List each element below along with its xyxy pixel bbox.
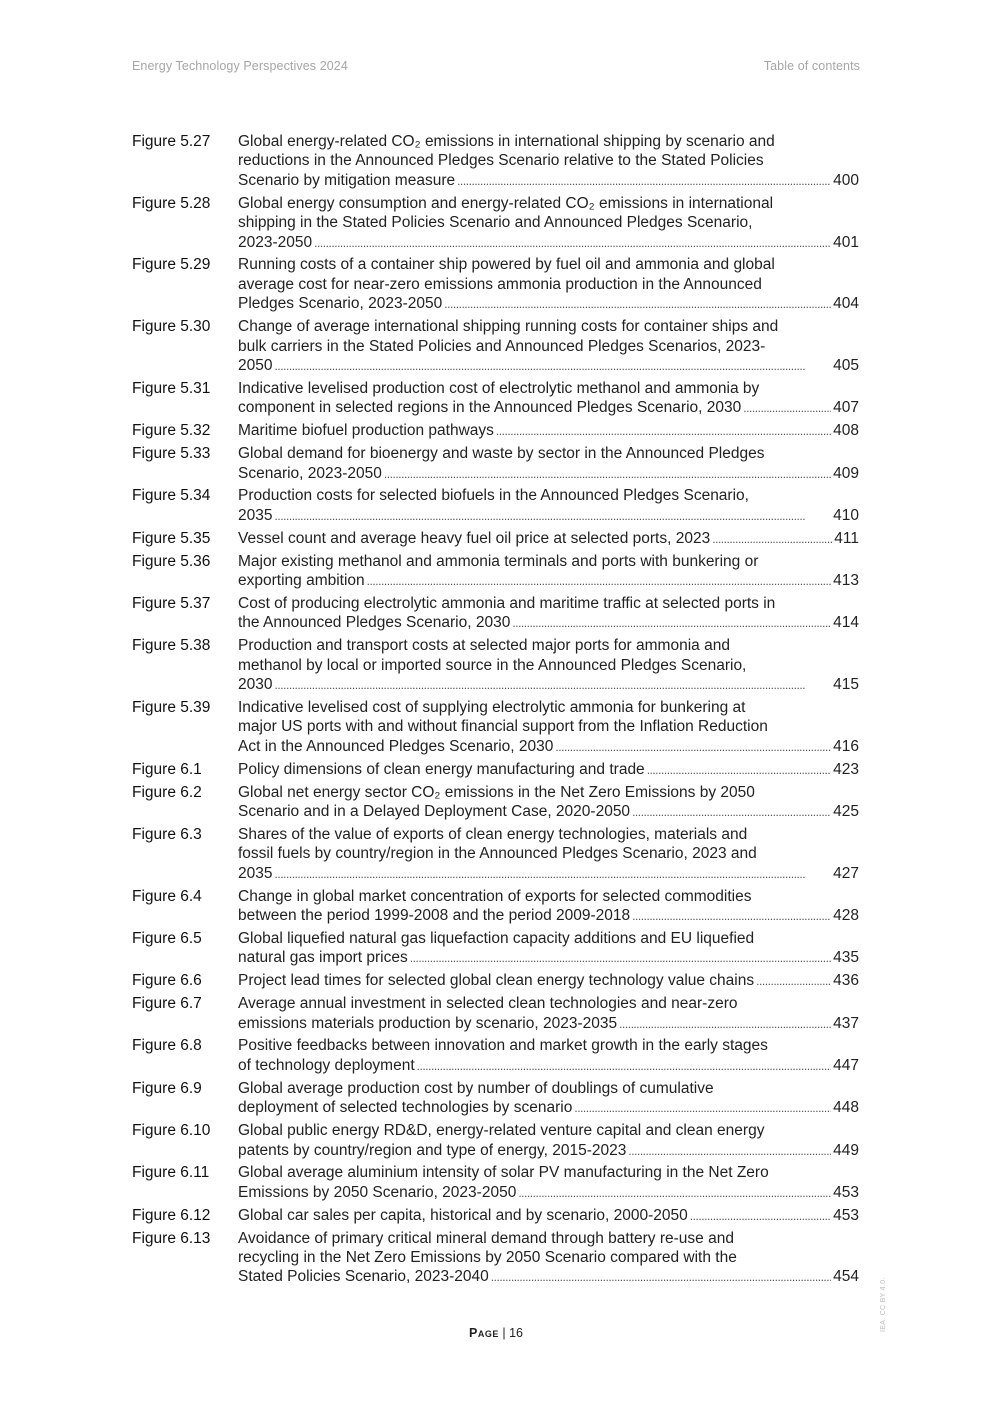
caption-line: methanol by local or imported source in the Announced Pledges Scenario, (238, 656, 747, 674)
figure-caption (238, 379, 859, 419)
figure-number: Figure 5.28 (132, 194, 211, 212)
caption-line: Avoidance of primary critical mineral demand through battery re-use and (238, 1229, 734, 1247)
dot-leader (384, 464, 831, 484)
figure-caption (238, 1206, 859, 1226)
page-separator: | (498, 1326, 510, 1340)
figure-caption (238, 760, 859, 780)
page-reference[interactable]: 423 (833, 760, 859, 778)
figure-number: Figure 6.6 (132, 972, 202, 990)
caption-line: Global energy consumption and energy-related CO₂ emissions in international (238, 194, 774, 212)
dot-leader (574, 1098, 831, 1118)
caption-line: Change of average international shipping running costs for container ships and (238, 318, 779, 336)
dot-leader (367, 571, 831, 591)
figure-number: Figure 5.34 (132, 487, 211, 505)
page-reference[interactable]: 447 (833, 1056, 859, 1074)
figure-number: Figure 6.5 (132, 929, 202, 947)
caption-line: deployment of selected technologies by scenario (238, 1099, 573, 1117)
caption-line: average cost for near-zero emissions ammonia production in the Announced (238, 275, 762, 293)
figure-caption (238, 783, 859, 823)
toc-entry[interactable] (132, 929, 859, 969)
toc-entry[interactable] (132, 1036, 859, 1076)
figure-caption (238, 825, 859, 884)
dot-leader (632, 802, 831, 822)
figure-caption (238, 698, 859, 757)
toc-entry[interactable] (132, 783, 859, 823)
page-reference[interactable]: 453 (833, 1206, 859, 1224)
figure-number: Figure 6.11 (132, 1164, 210, 1182)
figure-number: Figure 5.33 (132, 445, 211, 463)
caption-line: Emissions by 2050 Scenario, 2023-2050 (238, 1183, 517, 1201)
page-reference[interactable]: 401 (833, 233, 859, 251)
figure-caption (238, 929, 859, 969)
dot-leader (690, 1206, 831, 1226)
page-reference[interactable]: 428 (833, 907, 859, 925)
document-title: Energy Technology Perspectives 2024 (132, 59, 348, 73)
toc-entry[interactable] (132, 379, 859, 419)
caption-line: 2035 (238, 864, 273, 882)
toc-entry[interactable] (132, 887, 859, 927)
figure-number: Figure 5.30 (132, 318, 211, 336)
figure-number: Figure 6.9 (132, 1079, 202, 1097)
figure-number: Figure 5.27 (132, 133, 211, 150)
page-number: 16 (509, 1326, 523, 1340)
figure-caption (238, 421, 859, 441)
page-reference[interactable]: 405 (833, 356, 859, 374)
figure-caption (238, 132, 859, 191)
figure-number: Figure 6.4 (132, 887, 202, 905)
caption-line: component in selected regions in the Announced Pledges Scenario, 2030 (238, 399, 742, 417)
caption-line: between the period 1999-2008 and the period 2009-2018 (238, 907, 631, 925)
caption-line: Global car sales per capita, historical and by scenario, 2000-2050 (238, 1206, 688, 1224)
figure-caption (238, 317, 859, 376)
toc-entry[interactable] (132, 194, 859, 253)
dot-leader (647, 760, 831, 780)
toc-entry[interactable] (132, 1229, 859, 1288)
caption-line: Global liquefied natural gas liquefaction capacity additions and EU liquefied (238, 929, 755, 947)
dot-leader (743, 398, 831, 418)
toc-entry[interactable] (132, 971, 859, 991)
figure-caption (238, 887, 859, 927)
toc-entry[interactable] (132, 1079, 859, 1119)
toc-entry[interactable] (132, 1163, 859, 1203)
figure-caption (238, 1121, 859, 1161)
caption-line: Global energy-related CO₂ emissions in international shipping by scenario and (238, 133, 775, 150)
page-reference[interactable]: 414 (833, 614, 859, 632)
caption-line: 2050 (238, 356, 273, 374)
caption-line: Running costs of a container ship powered by fuel oil and ammonia and global (238, 256, 775, 274)
dot-leader (274, 506, 831, 526)
page-reference[interactable]: 409 (833, 464, 859, 482)
caption-line: natural gas import prices (238, 949, 408, 967)
caption-line: 2035 (238, 506, 273, 524)
page-label: Page (469, 1326, 499, 1340)
caption-line: recycling in the Net Zero Emissions by 2050 Scenario compared with the (238, 1249, 737, 1267)
page-reference[interactable]: 415 (833, 676, 859, 694)
toc-entry[interactable] (132, 317, 859, 376)
dot-leader (274, 675, 831, 695)
dot-leader (512, 613, 831, 633)
figure-caption (238, 486, 859, 526)
toc-entry[interactable] (132, 132, 859, 191)
toc-entry[interactable] (132, 552, 859, 592)
toc-entry[interactable] (132, 760, 859, 780)
toc-entry[interactable] (132, 1206, 859, 1226)
caption-line: reductions in the Announced Pledges Scenario relative to the Stated Policies (238, 152, 764, 170)
caption-line: Global public energy RD&D, energy-related venture capital and clean energy (238, 1122, 765, 1140)
page-reference[interactable]: 416 (833, 737, 859, 755)
toc-entry[interactable] (132, 994, 859, 1034)
caption-line: Shares of the value of exports of clean energy technologies, materials and (238, 825, 748, 843)
figure-caption (238, 1079, 859, 1119)
caption-line: bulk carriers in the Stated Policies and Announced Pledges Scenarios, 2023- (238, 337, 766, 355)
toc-entry[interactable] (132, 698, 859, 757)
toc-entry[interactable] (132, 421, 859, 441)
figure-number: Figure 6.12 (132, 1206, 211, 1224)
page-reference[interactable]: 448 (833, 1099, 859, 1117)
page-reference[interactable]: 410 (833, 506, 859, 524)
caption-line: Average annual investment in selected clean technologies and near-zero (238, 995, 738, 1013)
license-note: IEA. CC BY 4.0. (880, 1277, 887, 1332)
dot-leader (274, 356, 831, 376)
caption-line: Scenario by mitigation measure (238, 171, 456, 189)
dot-leader (496, 421, 831, 441)
page-reference[interactable]: 400 (833, 171, 859, 189)
caption-line: Global net energy sector CO₂ emissions in the Net Zero Emissions by 2050 (238, 783, 755, 801)
dot-leader (628, 1141, 831, 1161)
caption-line: patents by country/region and type of energy, 2015-2023 (238, 1141, 627, 1159)
figure-caption (238, 444, 859, 484)
figure-number: Figure 6.7 (132, 995, 202, 1013)
dot-leader (457, 171, 831, 191)
figure-list (132, 132, 859, 1290)
dot-leader (632, 906, 831, 926)
page-reference[interactable]: 408 (833, 422, 859, 440)
caption-line: Act in the Announced Pledges Scenario, 2030 (238, 737, 554, 755)
figure-number: Figure 6.13 (132, 1229, 211, 1247)
figure-caption (238, 994, 859, 1034)
caption-line: Indicative levelised production cost of electrolytic methanol and ammonia by (238, 379, 760, 397)
caption-line: 2030 (238, 676, 273, 694)
page-reference[interactable]: 427 (833, 864, 859, 882)
caption-line: shipping in the Stated Policies Scenario and Announced Pledges Scenario, (238, 214, 753, 232)
page-reference[interactable]: 413 (833, 572, 859, 590)
figure-number: Figure 5.39 (132, 698, 211, 716)
caption-line: Pledges Scenario, 2023-2050 (238, 295, 443, 313)
figure-caption (238, 971, 859, 991)
page-footer (0, 1326, 992, 1340)
dot-leader (444, 294, 831, 314)
dot-leader (417, 1056, 831, 1076)
dot-leader (491, 1267, 831, 1287)
page-reference[interactable]: 411 (834, 529, 859, 547)
figure-number: Figure 5.31 (132, 379, 211, 397)
figure-number: Figure 5.38 (132, 637, 211, 655)
dot-leader (555, 737, 831, 757)
toc-entry[interactable] (132, 825, 859, 884)
caption-line: Major existing methanol and ammonia terminals and ports with bunkering or (238, 552, 759, 570)
toc-entry[interactable] (132, 486, 859, 526)
dot-leader (756, 971, 831, 991)
caption-line: Change in global market concentration of exports for selected commodities (238, 887, 752, 905)
page-reference[interactable]: 436 (833, 972, 859, 990)
caption-line: Scenario and in a Delayed Deployment Case, 2020-2050 (238, 803, 631, 820)
dot-leader (712, 529, 832, 549)
figure-number: Figure 6.3 (132, 825, 202, 843)
dot-leader (410, 948, 831, 968)
toc-entry[interactable] (132, 1121, 859, 1161)
figure-caption (238, 194, 859, 253)
figure-number: Figure 5.37 (132, 594, 211, 612)
figure-number: Figure 5.32 (132, 422, 211, 440)
caption-line: Maritime biofuel production pathways (238, 422, 494, 440)
caption-line: Global average production cost by number of doublings of cumulative (238, 1079, 714, 1097)
caption-line: Global demand for bioenergy and waste by sector in the Announced Pledges (238, 445, 765, 463)
caption-line: Policy dimensions of clean energy manufacturing and trade (238, 760, 645, 778)
caption-line: Project lead times for selected global clean energy technology value chains (238, 972, 755, 990)
caption-line: the Announced Pledges Scenario, 2030 (238, 614, 511, 632)
page-reference[interactable]: 437 (833, 1014, 859, 1032)
figure-caption (238, 255, 859, 314)
page-reference[interactable]: 453 (833, 1183, 859, 1201)
caption-line: 2023-2050 (238, 233, 313, 251)
caption-line: Global average aluminium intensity of solar PV manufacturing in the Net Zero (238, 1164, 769, 1182)
figure-caption (238, 594, 859, 634)
caption-line: fossil fuels by country/region in the Announced Pledges Scenario, 2023 and (238, 845, 757, 863)
figure-caption (238, 1229, 859, 1288)
figure-caption (238, 1036, 859, 1076)
caption-line: Positive feedbacks between innovation and market growth in the early stages (238, 1037, 768, 1055)
page-reference[interactable]: 407 (833, 399, 859, 417)
figure-caption (238, 529, 859, 549)
figure-caption (238, 636, 859, 695)
caption-line: Cost of producing electrolytic ammonia and maritime traffic at selected ports in (238, 594, 776, 612)
figure-number: Figure 5.36 (132, 552, 211, 570)
page-reference[interactable]: 435 (833, 949, 859, 967)
figure-caption (238, 1163, 859, 1203)
figure-number: Figure 6.8 (132, 1037, 202, 1055)
page-reference[interactable]: 449 (833, 1141, 859, 1159)
figure-number: Figure 5.29 (132, 256, 211, 274)
page-reference[interactable]: 454 (833, 1268, 859, 1286)
figure-number: Figure 5.35 (132, 529, 211, 547)
page-reference[interactable]: 425 (833, 803, 859, 820)
caption-line: exporting ambition (238, 572, 365, 590)
section-title: Table of contents (763, 59, 860, 73)
figure-caption (238, 552, 859, 592)
caption-line: Scenario, 2023-2050 (238, 464, 382, 482)
toc-entry[interactable] (132, 636, 859, 695)
page-reference[interactable]: 404 (833, 295, 859, 313)
caption-line: of technology deployment (238, 1056, 415, 1074)
toc-entry[interactable] (132, 529, 859, 549)
caption-line: Production and transport costs at selected major ports for ammonia and (238, 637, 730, 655)
toc-entry[interactable] (132, 255, 859, 314)
dot-leader (619, 1014, 831, 1034)
dot-leader (274, 864, 831, 884)
caption-line: Production costs for selected biofuels in the Announced Pledges Scenario, (238, 487, 749, 505)
caption-line: Stated Policies Scenario, 2023-2040 (238, 1268, 489, 1286)
figure-number: Figure 6.10 (132, 1122, 211, 1140)
dot-leader (314, 233, 831, 253)
dot-leader (518, 1183, 831, 1203)
caption-line: emissions materials production by scenario, 2023-2035 (238, 1014, 618, 1032)
caption-line: major US ports with and without financial support from the Inflation Reduction (238, 718, 768, 736)
toc-entry[interactable] (132, 444, 859, 484)
caption-line: Indicative levelised cost of supplying electrolytic ammonia for bunkering at (238, 698, 746, 716)
caption-line: Vessel count and average heavy fuel oil price at selected ports, 2023 (238, 529, 711, 547)
toc-entry[interactable] (132, 594, 859, 634)
figure-number: Figure 6.1 (132, 760, 202, 778)
figure-number: Figure 6.2 (132, 783, 202, 801)
